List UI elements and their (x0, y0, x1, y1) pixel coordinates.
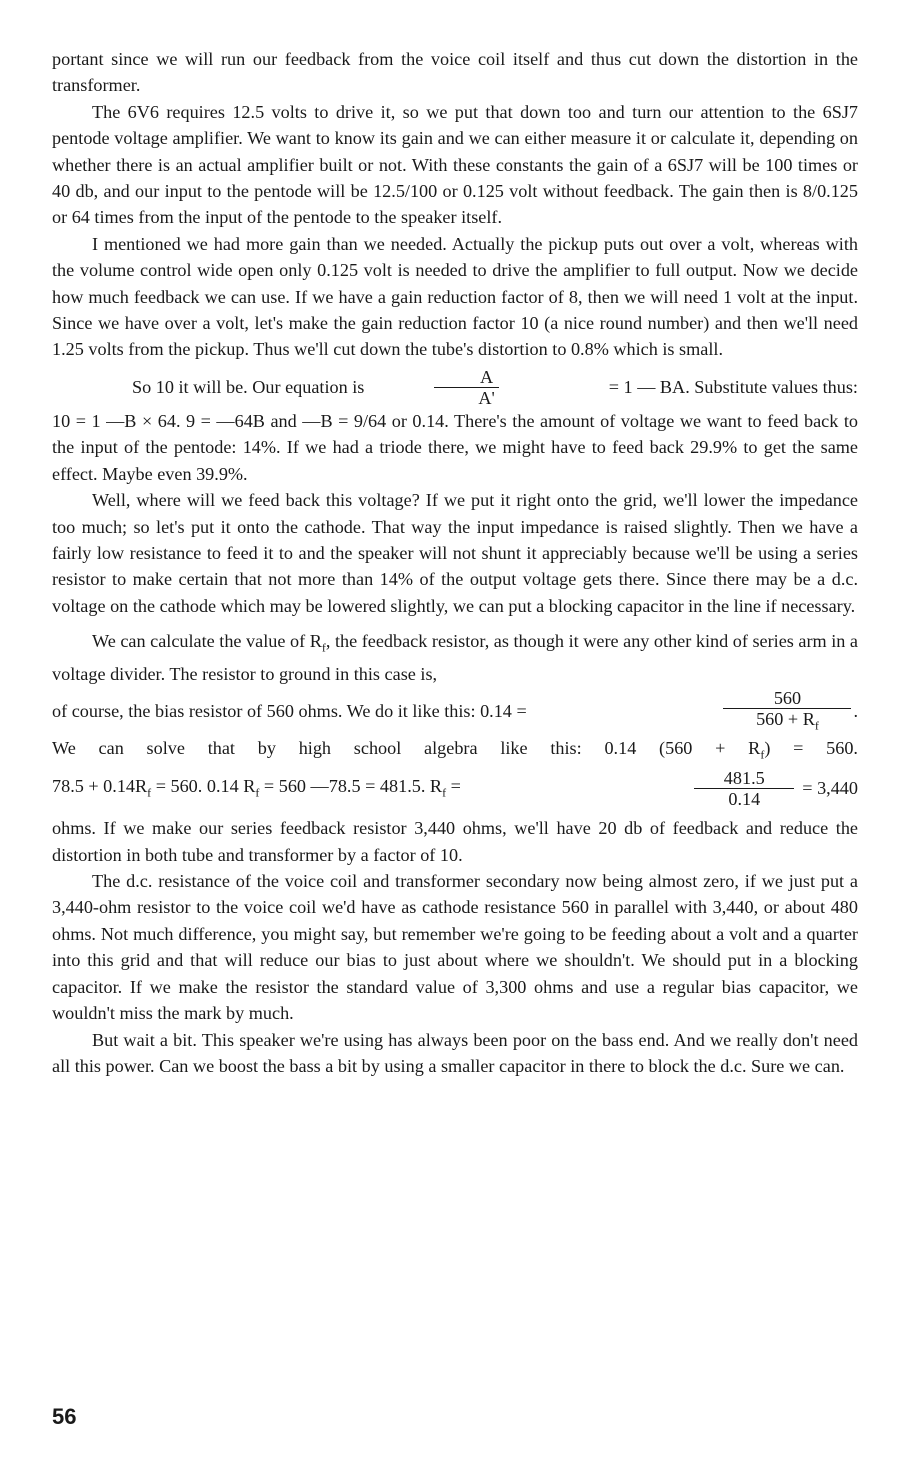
subscript-f: f (814, 718, 819, 733)
equation-line-gain (52, 367, 858, 408)
equation-text-pre: So 10 it will be. Our equation is (132, 376, 365, 397)
page-body (52, 46, 858, 1079)
fraction-numerator: A (434, 367, 498, 388)
paragraph-8: But wait a bit. This speaker we're using has always been poor on the bass end. And we really don't need all this power. Can we boost the bass a bit by using a smaller capacitor in there to block the d.c. Sure we can. (52, 1029, 858, 1076)
paragraph-1: portant since we will run our feedback from the voice coil itself and thus cut down the distortion in the transformer. (52, 49, 858, 96)
text-fragment: We can solve that by high school algebra like this: 0.14 (560 + R (52, 738, 761, 759)
paragraph-6-rest: ohms. If we make our series feedback resistor 3,440 ohms, we'll have 20 db of feedback and reduce the distortion in both tube and transformer by a factor of 10. (52, 818, 858, 865)
text-fragment: We can calculate the value of R (92, 631, 322, 652)
text-fragment: ) = 560. (764, 738, 858, 759)
text-fragment: = 560. 0.14 R (151, 776, 256, 797)
page-number: 56 (52, 1404, 77, 1429)
equation-line-divider (52, 688, 858, 736)
fraction-denominator: 0.14 (728, 789, 761, 810)
subscript-f: f (255, 786, 260, 801)
subscript-f: f (321, 640, 326, 655)
equation-text-pre (52, 776, 692, 801)
subscript-f: f (147, 786, 152, 801)
text-fragment: = 560 —78.5 = 481.5. R (259, 776, 443, 797)
subscript-f: f (760, 747, 765, 762)
equation-text-post: . (853, 700, 858, 721)
equation-text-post: = 3,440 (802, 778, 858, 799)
paragraph-7: The d.c. resistance of the voice coil and transformer secondary now being almost zero, if we just put a 3,440-ohm resistor to the voice coil we'd have as cathode resistance 560 in parallel with 3,440, or about 480 ohms. Not much difference, you might say, but remember we're going to be feeding about a volt and a quarter into this grid and that will reduce our bias to just about where we shouldn't. We should put in a blocking capacitor. If we make the resistor the standard value of 3,300 ohms and use a regular bias capacitor, we wouldn't miss the mark by much. (52, 871, 858, 1024)
fraction-numerator: 481.5 (694, 768, 794, 789)
text-fragment: , the feedback resistor, as though it were any other kind of series arm in a voltage divider. The resistor to ground in this case is, (52, 631, 859, 685)
paragraph-3: I mentioned we had more gain than we needed. Actually the pickup puts out over a volt, whereas with the volume control wide open only 0.125 volt is needed to drive the amplifier to full output. Now we decide how much feedback we can use. If we have a gain reduction factor of 8, then we will need 1 volt at the input. Since we have over a volt, let's make the gain reduction factor 10 (a nice round number) and then we'll need 1.25 volts from the pickup. Thus we'll cut down the tube's distortion to 0.8% which is small. (52, 233, 858, 360)
paragraph-5: Well, where will we feed back this voltage? If we put it right onto the grid, we'll lower the impedance too much; so let's put it onto the cathode. That way the input impedance is raised slightly. Then we have a fairly low resistance to feed it to and the speaker will not shunt it appreciably because we'll be using a series resistor to make certain that not more than 14% of the output voltage gets there. Since there may be a d.c. voltage on the cathode which may be lowered slightly, we can put a blocking capacitor in the line if necessary. (52, 490, 858, 616)
paragraph-2: The 6V6 requires 12.5 volts to drive it, so we put that down too and turn our attention to the 6SJ7 pentode voltage amplifier. We want to know its gain and we can either measure it or calculate it, depending on whether there is an actual amplifier built or not. With these constants the gain of a 6SJ7 will be 100 times or 40 db, and our input to the pentode will be 12.5/100 or 0.125 volt without feedback. The gain then is 8/0.125 or 64 times from the input of the pentode to the speaker itself. (52, 101, 858, 228)
fraction-numerator: 560 (723, 688, 851, 709)
equation-line-solution (52, 768, 858, 809)
text-fragment: = (446, 776, 461, 797)
text-fragment: 78.5 + 0.14R (52, 776, 148, 797)
equation-text-pre: of course, the bias resistor of 560 ohms. We do it like this: 0.14 = (52, 700, 527, 721)
paragraph-4-rest: 10 = 1 —B × 64. 9 = —64B and —B = 9/64 or 0.14. There's the amount of voltage we want to feed back to the input of the pentode: 14%. If we had a triode there, we might have to feed back 29.9% to get the same effect. Maybe even 39.9%. (52, 410, 858, 484)
subscript-f: f (442, 786, 447, 801)
equation-text-post: = 1 — BA. Substitute values thus: (608, 376, 858, 397)
fraction-481-over-014 (694, 768, 794, 809)
text-fragment: 560 + R (756, 708, 815, 729)
fraction-denominator (723, 709, 851, 736)
fraction-560-over-sum (723, 688, 851, 736)
fraction-denominator: A' (478, 387, 495, 408)
fraction-a-over-a-prime (434, 367, 498, 408)
paragraph-6-algebra (52, 735, 858, 768)
paragraph-6-intro (52, 628, 858, 687)
